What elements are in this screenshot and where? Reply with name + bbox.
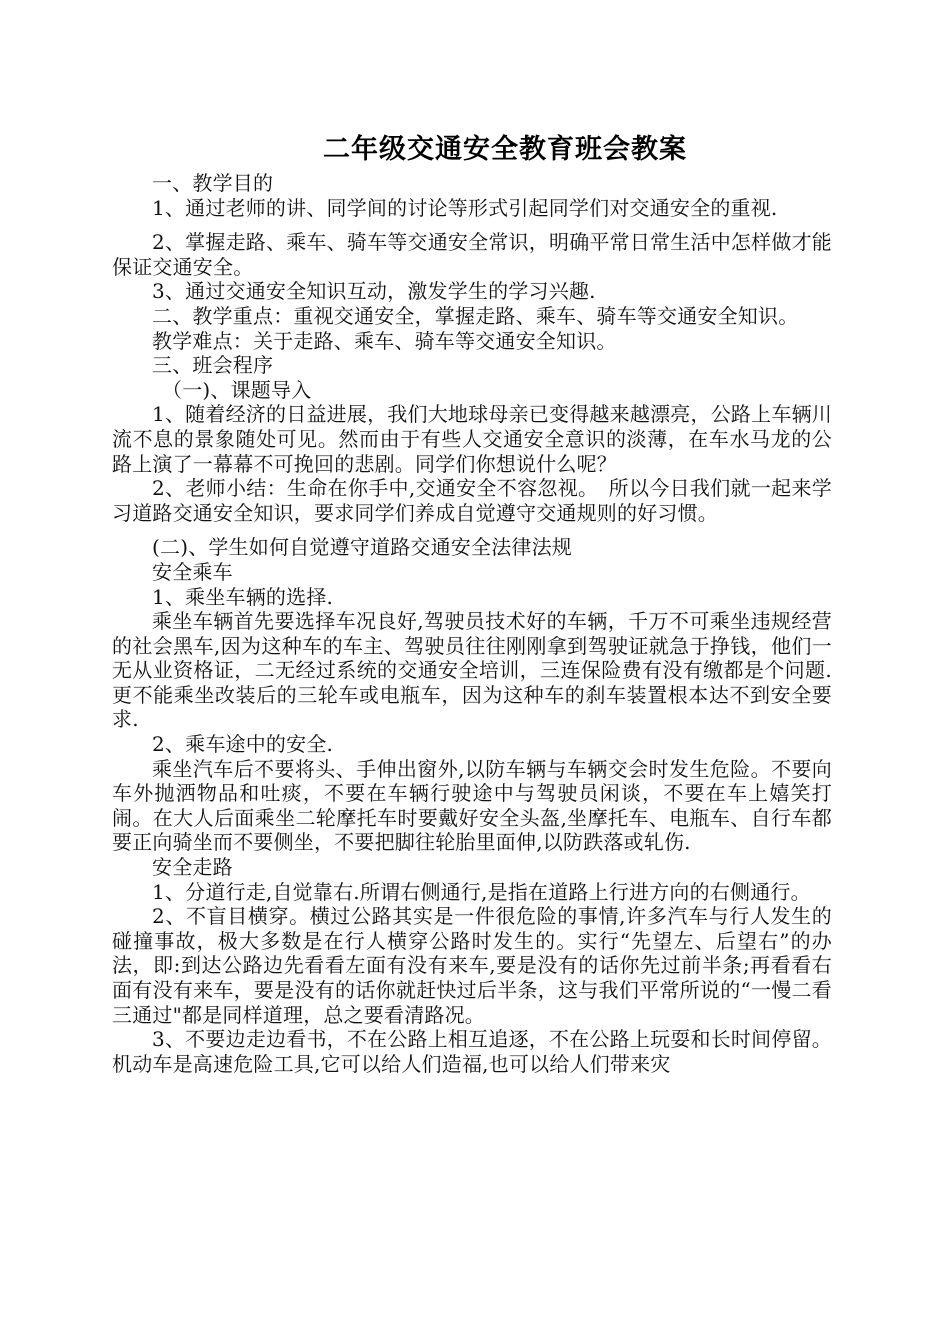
paragraph: 1、通过老师的讲、同学间的讨论等形式引起同学们对交通安全的重视.	[152, 195, 778, 220]
paragraph: 二、教学重点：重视交通安全，掌握走路、乘车、骑车等交通安全知识。	[152, 303, 799, 328]
paragraph: 2、老师小结：生命在你手中,交通安全不容忽视。 所以今日我们就一起来学习道路交通安全知识，要求同学们养成自觉遵守交通规则的好习惯。	[112, 476, 832, 525]
paragraph: 乘坐汽车后不要将头、手伸出窗外,以防车辆与车辆交会时发生危险。不要向车外抛洒物品和吐痰，不要在车辆行驶途中与驾驶员闲谈，不要在车上嬉笑打闹。在大人后面乘坐二轮摩托车时要戴好安全头盔,坐摩托车、电瓶车、自行车都要正向骑坐而不要侧坐，不要把脚往轮胎里面伸,以防跌落或轧伤.	[112, 756, 832, 855]
document-body	[112, 171, 832, 1076]
paragraph: (二)、学生如何自觉遵守道路交通安全法律法规	[152, 535, 573, 560]
paragraph: 2、不盲目横穿。横过公路其实是一件很危险的事情,许多汽车与行人发生的碰撞事故，极大多数是在行人横穿公路时发生的。实行“先望左、后望右”的办法，即:到达公路边先看看左面有没有来车,要是没有的话你先过前半条;再看看右面有没有来车，要是没有的话你就赶快过后半条，这与我们平常所说的“一慢二看三通过"都是同样道理，总之要看清路况。	[112, 904, 832, 1027]
paragraph: 1、乘坐车辆的选择.	[152, 584, 334, 609]
paragraph: 安全走路	[152, 855, 233, 880]
paragraph: 3、不要边走边看书，不在公路上相互追逐，不在公路上玩耍和长时间停留。机动车是高速危险工具,它可以给人们造福,也可以给人们带来灾	[112, 1027, 832, 1076]
document-title: 二年级交通安全教育班会教案	[323, 134, 687, 165]
paragraph: 教学难点：关于走路、乘车、骑车等交通安全知识。	[152, 328, 617, 353]
paragraph: 2、掌握走路、乘车、骑车等交通安全常识，明确平常日常生活中怎样做才能保证交通安全。	[112, 230, 832, 279]
paragraph: 1、分道行走,自觉靠右.所谓右侧通行,是指在道路上行进方向的右侧通行。	[152, 879, 811, 904]
paragraph: 1、随着经济的日益进展，我们大地球母亲已变得越来越漂亮，公路上车辆川流不息的景象随处可见。然而由于有些人交通安全意识的淡薄，在车水马龙的公路上演了一幕幕不可挽回的悲剧。同学们你想说什么呢？	[112, 402, 832, 476]
paragraph: 一、教学目的	[152, 171, 274, 195]
paragraph: 2、乘车途中的安全.	[152, 732, 334, 757]
paragraph: 乘坐车辆首先要选择车况良好,驾驶员技术好的车辆，千万不可乘坐违规经营的社会黑车,因为这种车的车主、驾驶员往往刚刚拿到驾驶证就急于挣钱，他们一无从业资格证，二无经过系统的交通安全培训，三连保险费有没有缴都是个问题.更不能乘坐改装后的三轮车或电瓶车，因为这种车的刹车装置根本达不到安全要求.	[112, 609, 832, 732]
paragraph: 三、班会程序	[152, 353, 274, 378]
paragraph: 3、通过交通安全知识互动，激发学生的学习兴趣.	[152, 279, 596, 304]
paragraph: （一)、课题导入	[162, 377, 312, 402]
paragraph: 安全乘车	[152, 559, 233, 584]
